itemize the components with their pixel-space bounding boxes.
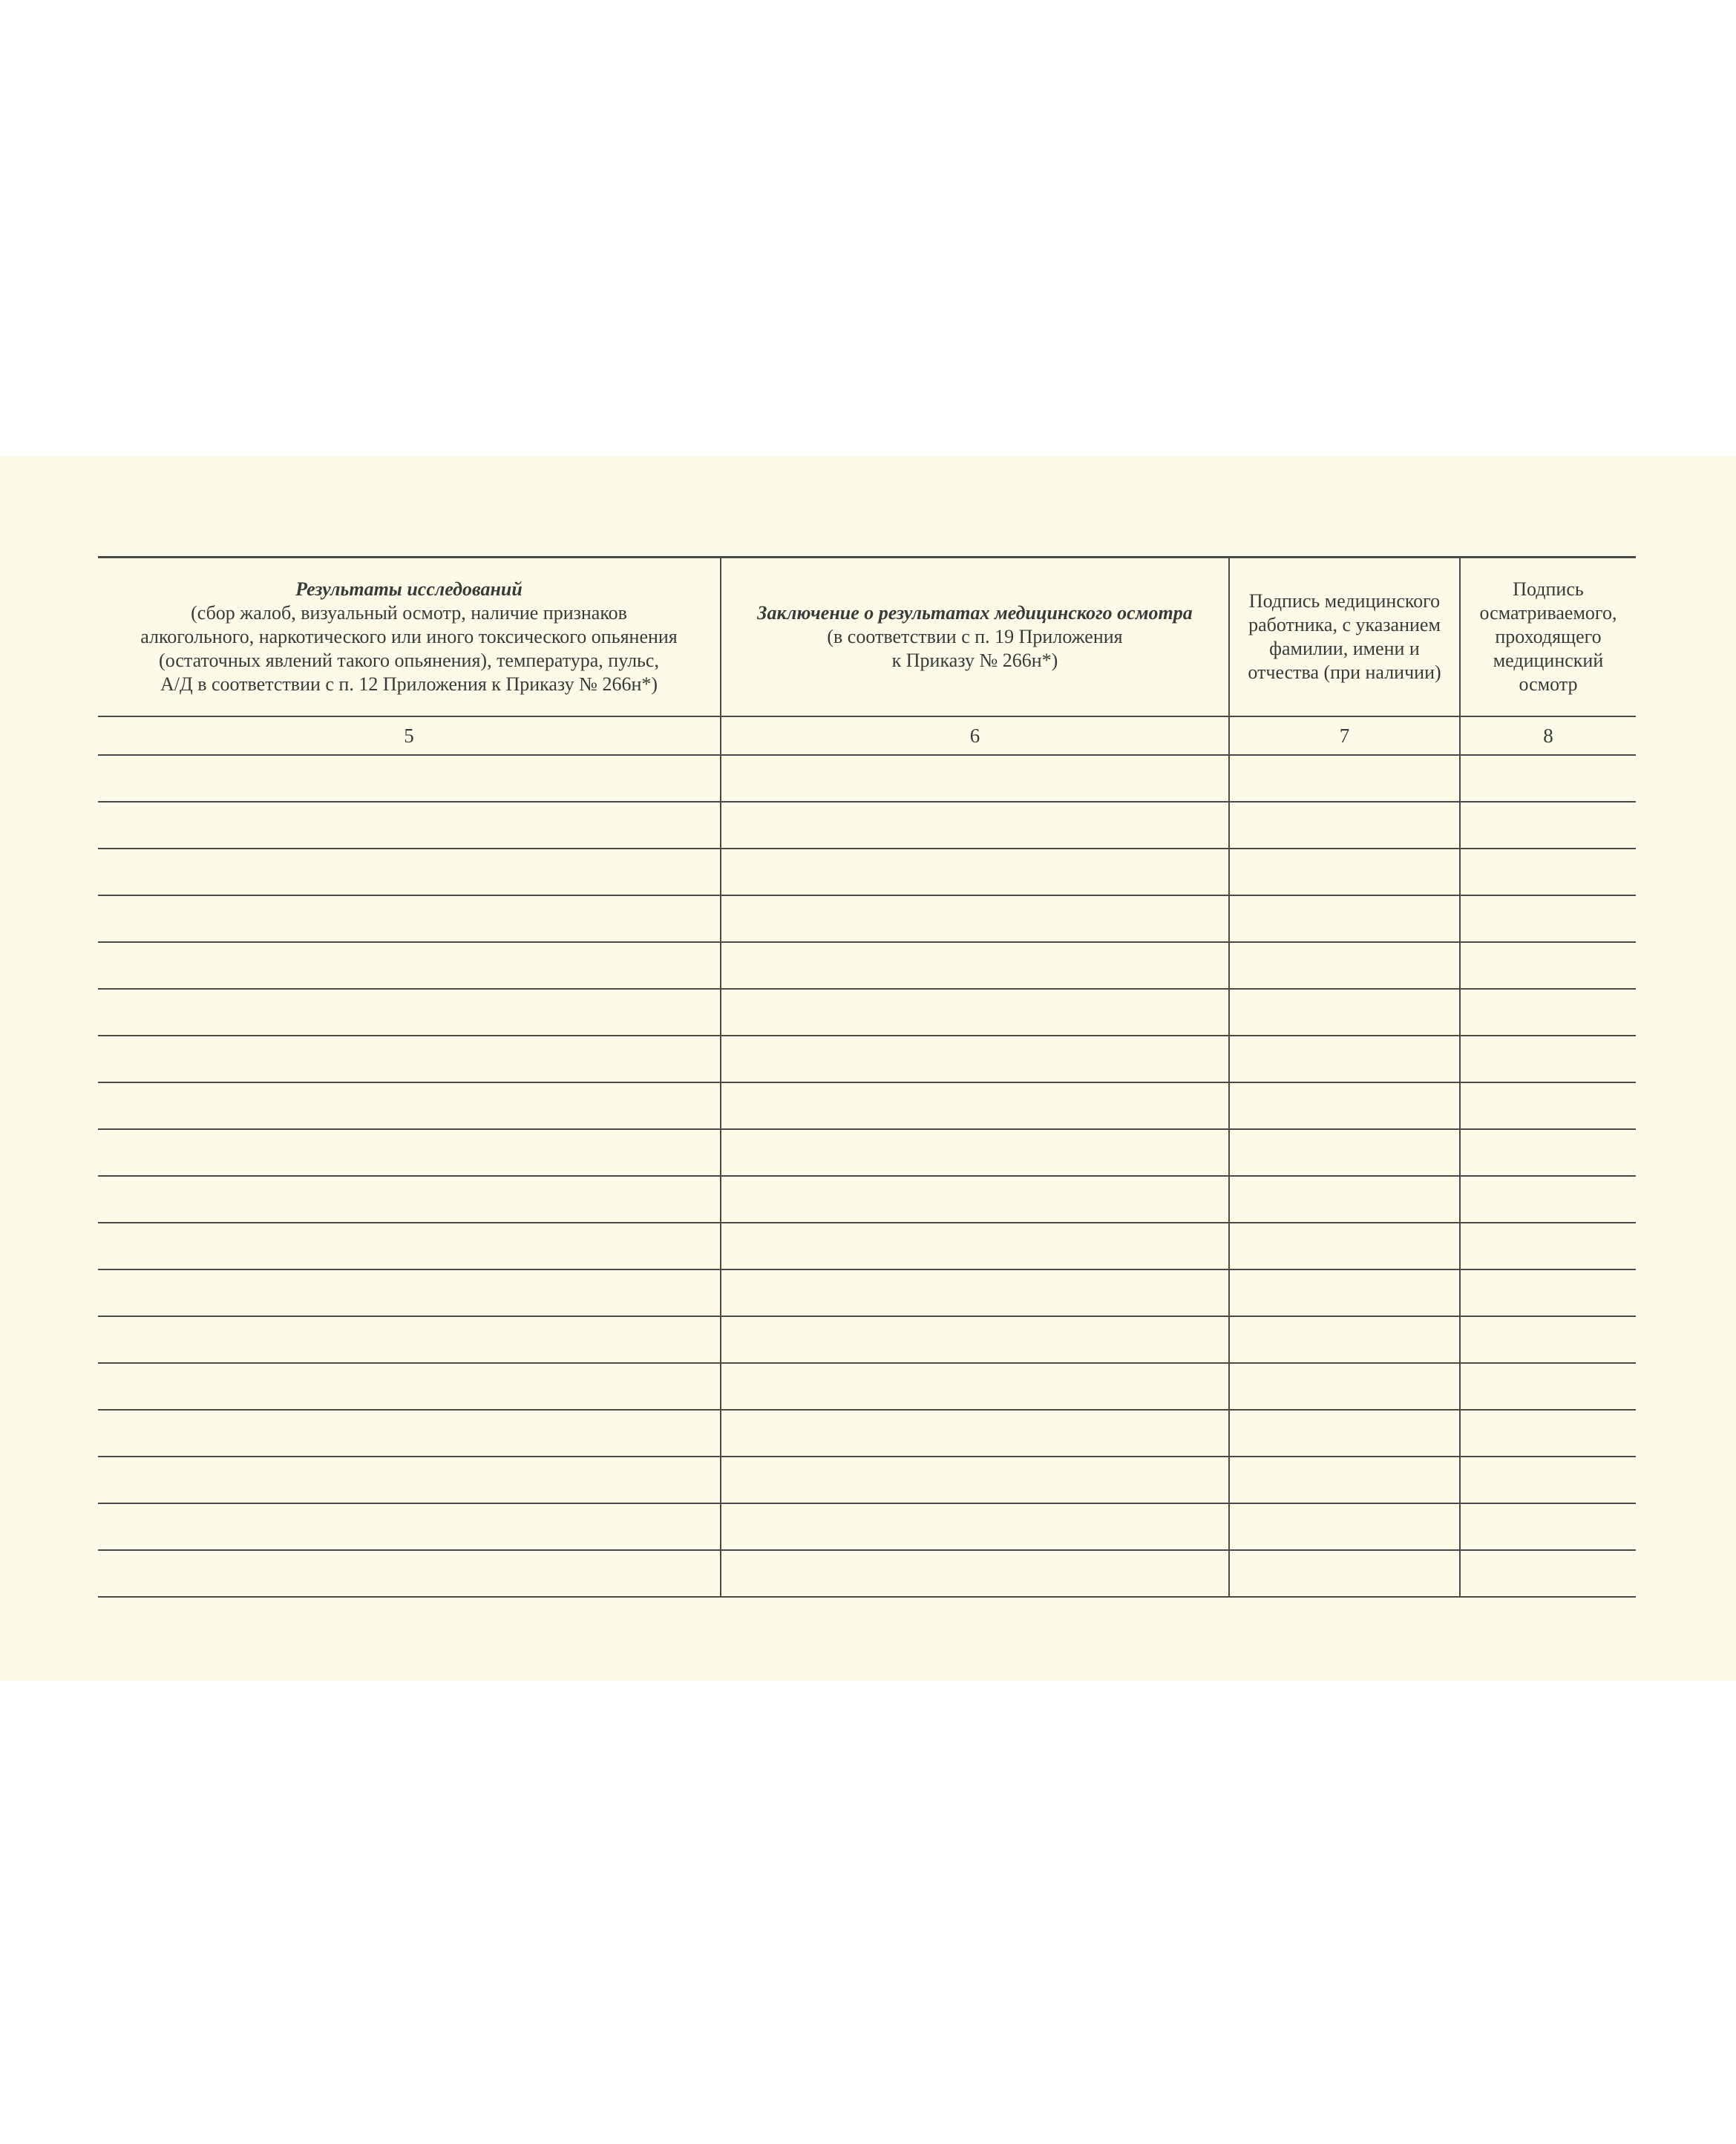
table-row bbox=[98, 1316, 1636, 1363]
table-cell[interactable] bbox=[721, 1550, 1229, 1597]
table-cell[interactable] bbox=[721, 1316, 1229, 1363]
table-cell[interactable] bbox=[721, 1410, 1229, 1457]
table-row bbox=[98, 1363, 1636, 1410]
table-cell[interactable] bbox=[1229, 1363, 1460, 1410]
table-cell[interactable] bbox=[98, 1269, 721, 1316]
table-cell[interactable] bbox=[98, 1129, 721, 1176]
table-row bbox=[98, 989, 1636, 1036]
table-cell[interactable] bbox=[1229, 1457, 1460, 1503]
table-cell[interactable] bbox=[721, 1269, 1229, 1316]
table-cell[interactable] bbox=[1229, 942, 1460, 989]
header-research-results-subtitle: (сбор жалоб, визуальный осмотр, наличие признаков алкогольного, наркотического или иного токсического опьянения (остаточных явлений такого опьянения), температура, пульс, А/Д в соответствии с п. 12 Приложения к Приказу № 266н*) bbox=[140, 602, 678, 695]
journal-sheet bbox=[0, 456, 1736, 1681]
table-cell[interactable] bbox=[1229, 989, 1460, 1036]
table-cell[interactable] bbox=[98, 1503, 721, 1550]
table-row bbox=[98, 849, 1636, 895]
table-cell[interactable] bbox=[98, 755, 721, 802]
table-cell[interactable] bbox=[1229, 1269, 1460, 1316]
table-cell[interactable] bbox=[1460, 1316, 1636, 1363]
table-row bbox=[98, 1082, 1636, 1129]
table-cell[interactable] bbox=[721, 1503, 1229, 1550]
header-row bbox=[98, 558, 1636, 717]
table-cell[interactable] bbox=[1460, 1223, 1636, 1269]
table-cell[interactable] bbox=[1460, 1410, 1636, 1457]
table-cell[interactable] bbox=[1460, 1176, 1636, 1223]
table-cell[interactable] bbox=[1229, 1129, 1460, 1176]
table-row bbox=[98, 755, 1636, 802]
table-row bbox=[98, 1550, 1636, 1597]
table-cell[interactable] bbox=[1460, 1129, 1636, 1176]
table-cell[interactable] bbox=[98, 802, 721, 849]
table-cell[interactable] bbox=[1460, 1036, 1636, 1082]
table-row bbox=[98, 1410, 1636, 1457]
column-number-row bbox=[98, 716, 1636, 755]
table-cell[interactable] bbox=[98, 942, 721, 989]
table-cell[interactable] bbox=[721, 1457, 1229, 1503]
journal-body bbox=[98, 755, 1636, 1597]
header-medic-signature-text: Подпись медицинского работника, с указанием фамилии, имени и отчества (при наличии) bbox=[1248, 590, 1441, 683]
table-cell[interactable] bbox=[1460, 1269, 1636, 1316]
table-cell[interactable] bbox=[1229, 1223, 1460, 1269]
table-cell[interactable] bbox=[98, 1082, 721, 1129]
table-row bbox=[98, 1223, 1636, 1269]
table-cell[interactable] bbox=[1229, 755, 1460, 802]
table-cell[interactable] bbox=[1229, 1316, 1460, 1363]
header-conclusion-title: Заключение о результатах медицинского осмотра bbox=[757, 602, 1193, 624]
header-conclusion-subtitle: (в соответствии с п. 19 Приложения к Приказу № 266н*) bbox=[827, 626, 1123, 671]
table-cell[interactable] bbox=[1460, 1082, 1636, 1129]
table-cell[interactable] bbox=[1460, 895, 1636, 942]
table-cell[interactable] bbox=[721, 1036, 1229, 1082]
table-row bbox=[98, 1457, 1636, 1503]
column-number-5: 5 bbox=[98, 716, 721, 755]
table-cell[interactable] bbox=[1229, 1410, 1460, 1457]
table-cell[interactable] bbox=[1229, 1082, 1460, 1129]
table-row bbox=[98, 942, 1636, 989]
header-examinee-signature bbox=[1460, 558, 1636, 717]
table-cell[interactable] bbox=[98, 1363, 721, 1410]
header-conclusion bbox=[721, 558, 1229, 717]
table-cell[interactable] bbox=[1460, 1363, 1636, 1410]
table-cell[interactable] bbox=[98, 989, 721, 1036]
header-research-results-title: Результаты исследований bbox=[295, 578, 523, 600]
table-cell[interactable] bbox=[721, 1082, 1229, 1129]
table-cell[interactable] bbox=[721, 1363, 1229, 1410]
table-cell[interactable] bbox=[98, 1176, 721, 1223]
table-cell[interactable] bbox=[1229, 1036, 1460, 1082]
table-cell[interactable] bbox=[98, 1316, 721, 1363]
table-cell[interactable] bbox=[1229, 895, 1460, 942]
table-cell[interactable] bbox=[721, 989, 1229, 1036]
table-cell[interactable] bbox=[98, 1223, 721, 1269]
header-research-results bbox=[98, 558, 721, 717]
table-cell[interactable] bbox=[98, 1410, 721, 1457]
header-examinee-signature-text: Подпись осматриваемого, проходящего медицинский осмотр bbox=[1479, 578, 1617, 695]
table-cell[interactable] bbox=[1460, 1457, 1636, 1503]
table-row bbox=[98, 1129, 1636, 1176]
table-cell[interactable] bbox=[1229, 802, 1460, 849]
header-medic-signature bbox=[1229, 558, 1460, 717]
table-cell[interactable] bbox=[721, 1129, 1229, 1176]
table-cell[interactable] bbox=[98, 1036, 721, 1082]
table-cell[interactable] bbox=[1229, 1550, 1460, 1597]
table-cell[interactable] bbox=[721, 1223, 1229, 1269]
table-cell[interactable] bbox=[1229, 1176, 1460, 1223]
medical-exam-journal-table bbox=[98, 556, 1636, 1598]
table-cell[interactable] bbox=[721, 942, 1229, 989]
table-cell[interactable] bbox=[1460, 989, 1636, 1036]
table-row bbox=[98, 895, 1636, 942]
table-cell[interactable] bbox=[1229, 849, 1460, 895]
table-cell[interactable] bbox=[1460, 1503, 1636, 1550]
table-cell[interactable] bbox=[98, 1457, 721, 1503]
table-cell[interactable] bbox=[98, 849, 721, 895]
table-cell[interactable] bbox=[1460, 1550, 1636, 1597]
column-number-8: 8 bbox=[1460, 716, 1636, 755]
table-row bbox=[98, 1036, 1636, 1082]
table-cell[interactable] bbox=[1460, 802, 1636, 849]
table-cell[interactable] bbox=[721, 755, 1229, 802]
table-cell[interactable] bbox=[98, 1550, 721, 1597]
table-cell[interactable] bbox=[721, 849, 1229, 895]
table-row bbox=[98, 1269, 1636, 1316]
table-cell[interactable] bbox=[98, 895, 721, 942]
table-cell[interactable] bbox=[721, 1176, 1229, 1223]
table-cell[interactable] bbox=[1460, 849, 1636, 895]
table-row bbox=[98, 1176, 1636, 1223]
table-row bbox=[98, 1503, 1636, 1550]
column-number-7: 7 bbox=[1229, 716, 1460, 755]
table-row bbox=[98, 802, 1636, 849]
table-cell[interactable] bbox=[721, 802, 1229, 849]
table-cell[interactable] bbox=[721, 895, 1229, 942]
column-number-6: 6 bbox=[721, 716, 1229, 755]
table-cell[interactable] bbox=[1460, 755, 1636, 802]
table-cell[interactable] bbox=[1229, 1503, 1460, 1550]
table-cell[interactable] bbox=[1460, 942, 1636, 989]
